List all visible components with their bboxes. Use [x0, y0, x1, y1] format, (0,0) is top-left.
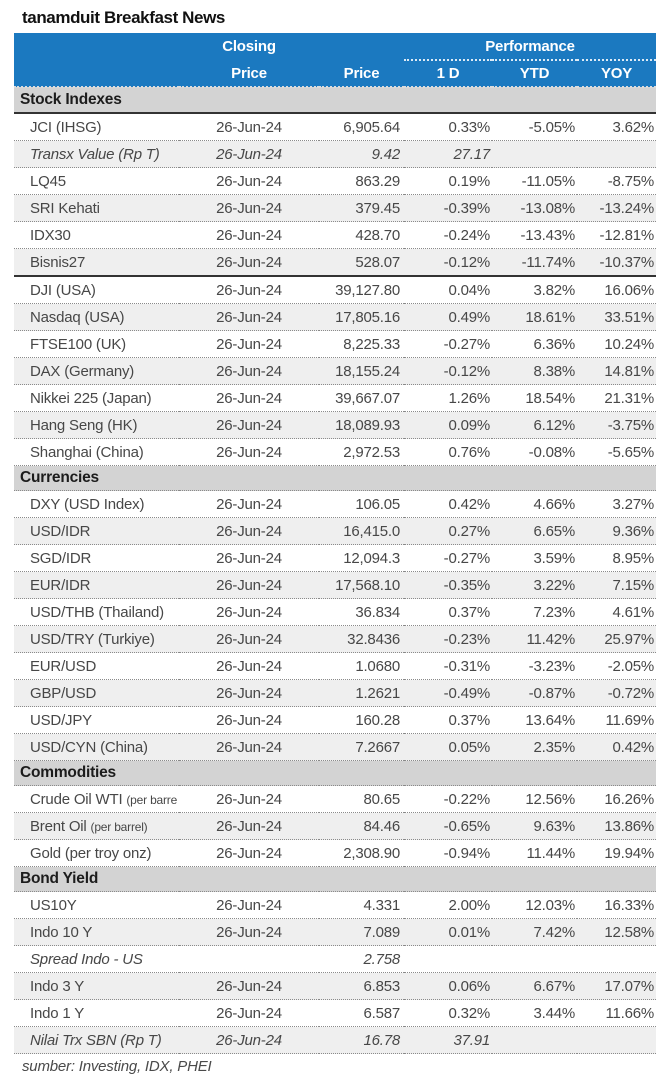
table-row [14, 680, 656, 707]
instrument-name: USD/IDR [14, 518, 179, 545]
instrument-name: Nasdaq (USA) [14, 304, 179, 331]
perf-yoy: 3.62% [577, 113, 656, 141]
perf-1d: -0.27% [404, 545, 492, 572]
perf-1d: 0.09% [404, 412, 492, 439]
perf-ytd: 7.23% [492, 599, 577, 626]
page-title: tanamduit Breakfast News [22, 8, 225, 27]
price-value: 106.05 [319, 491, 404, 518]
price-value: 16,415.0 [319, 518, 404, 545]
table-row [14, 946, 656, 973]
closing-date: 26-Jun-24 [179, 892, 319, 919]
price-column-label: Price [319, 60, 404, 87]
price-value: 17,805.16 [319, 304, 404, 331]
closing-date: 26-Jun-24 [179, 545, 319, 572]
table-row [14, 195, 656, 222]
price-value: 80.65 [319, 786, 404, 813]
instrument-name: IDX30 [14, 222, 179, 249]
price-value: 18,089.93 [319, 412, 404, 439]
perf-1d: 0.06% [404, 973, 492, 1000]
header-spacer [14, 60, 179, 87]
perf-yoy: 33.51% [577, 304, 656, 331]
perf-yoy: -13.24% [577, 195, 656, 222]
price-value: 32.8436 [319, 626, 404, 653]
price-value: 379.45 [319, 195, 404, 222]
perf-yoy: 11.69% [577, 707, 656, 734]
ytd-column-label: YTD [492, 60, 577, 87]
closing-date: 26-Jun-24 [179, 734, 319, 761]
price-value: 7.2667 [319, 734, 404, 761]
closing-date: 26-Jun-24 [179, 222, 319, 249]
perf-1d: -0.31% [404, 653, 492, 680]
table-row [14, 439, 656, 466]
price-value: 2,308.90 [319, 840, 404, 867]
perf-yoy: 3.27% [577, 491, 656, 518]
closing-date: 26-Jun-24 [179, 707, 319, 734]
price-value: 7.089 [319, 919, 404, 946]
table-row [14, 385, 656, 412]
perf-ytd: -13.08% [492, 195, 577, 222]
perf-yoy: 16.33% [577, 892, 656, 919]
price-value: 6.853 [319, 973, 404, 1000]
perf-ytd: 6.65% [492, 518, 577, 545]
table-row [14, 168, 656, 195]
perf-1d: 0.33% [404, 113, 492, 141]
instrument-name: DXY (USD Index) [14, 491, 179, 518]
instrument-name: Transx Value (Rp T) [14, 141, 179, 168]
perf-1d: -0.65% [404, 813, 492, 840]
perf-yoy: 21.31% [577, 385, 656, 412]
table-row [14, 973, 656, 1000]
price-value: 1.0680 [319, 653, 404, 680]
price-value: 4.331 [319, 892, 404, 919]
perf-yoy: 16.06% [577, 276, 656, 304]
closing-date: 26-Jun-24 [179, 680, 319, 707]
perf-1d: 0.37% [404, 599, 492, 626]
perf-yoy: 0.42% [577, 734, 656, 761]
perf-ytd: 9.63% [492, 813, 577, 840]
price-value: 17,568.10 [319, 572, 404, 599]
perf-yoy: 9.36% [577, 518, 656, 545]
perf-ytd: 3.44% [492, 1000, 577, 1027]
instrument-name: Bisnis27 [14, 249, 179, 277]
closing-date: 26-Jun-24 [179, 195, 319, 222]
table-row [14, 653, 656, 680]
closing-date: 26-Jun-24 [179, 919, 319, 946]
instrument-name: DAX (Germany) [14, 358, 179, 385]
table-row [14, 276, 656, 304]
section-label: Bond Yield [14, 867, 656, 892]
unit-note: (per barre [126, 793, 178, 807]
perf-ytd: 2.35% [492, 734, 577, 761]
instrument-name: Nilai Trx SBN (Rp T) [14, 1027, 179, 1054]
closing-date: 26-Jun-24 [179, 385, 319, 412]
price-value: 84.46 [319, 813, 404, 840]
perf-yoy: 17.07% [577, 973, 656, 1000]
table-row [14, 331, 656, 358]
instrument-name: Indo 3 Y [14, 973, 179, 1000]
instrument-name: EUR/USD [14, 653, 179, 680]
perf-yoy: 16.26% [577, 786, 656, 813]
price-value: 16.78 [319, 1027, 404, 1054]
table-row [14, 1000, 656, 1027]
perf-1d: 0.01% [404, 919, 492, 946]
price-value: 8,225.33 [319, 331, 404, 358]
header-row-top [14, 33, 656, 60]
closing-date: 26-Jun-24 [179, 249, 319, 277]
price-value: 1.2621 [319, 680, 404, 707]
table-row [14, 113, 656, 141]
perf-1d: 0.76% [404, 439, 492, 466]
instrument-name: LQ45 [14, 168, 179, 195]
closing-date: 26-Jun-24 [179, 1027, 319, 1054]
perf-1d: 0.42% [404, 491, 492, 518]
table-row [14, 358, 656, 385]
instrument-name: SGD/IDR [14, 545, 179, 572]
closing-price-label: Price [179, 60, 319, 87]
perf-1d: -0.94% [404, 840, 492, 867]
instrument-name: GBP/USD [14, 680, 179, 707]
closing-date: 26-Jun-24 [179, 786, 319, 813]
perf-yoy: -10.37% [577, 249, 656, 277]
perf-1d: 0.32% [404, 1000, 492, 1027]
closing-date: 26-Jun-24 [179, 439, 319, 466]
perf-1d: -0.24% [404, 222, 492, 249]
perf-yoy: -2.05% [577, 653, 656, 680]
price-value: 9.42 [319, 141, 404, 168]
perf-ytd: 6.12% [492, 412, 577, 439]
perf-yoy [577, 1027, 656, 1054]
section-label: Commodities [14, 761, 656, 786]
perf-yoy: 11.66% [577, 1000, 656, 1027]
perf-yoy: 4.61% [577, 599, 656, 626]
table-row [14, 141, 656, 168]
perf-ytd [492, 946, 577, 973]
perf-ytd: 13.64% [492, 707, 577, 734]
table-row [14, 919, 656, 946]
closing-date: 26-Jun-24 [179, 1000, 319, 1027]
table-body [14, 87, 656, 1054]
closing-date: 26-Jun-24 [179, 813, 319, 840]
table-row [14, 545, 656, 572]
perf-1d [404, 946, 492, 973]
perf-yoy: 12.58% [577, 919, 656, 946]
price-value: 863.29 [319, 168, 404, 195]
perf-ytd: 3.59% [492, 545, 577, 572]
perf-1d: -0.12% [404, 358, 492, 385]
table-row [14, 626, 656, 653]
perf-ytd: 11.42% [492, 626, 577, 653]
instrument-name: USD/CYN (China) [14, 734, 179, 761]
perf-1d: -0.39% [404, 195, 492, 222]
perf-ytd: 3.22% [492, 572, 577, 599]
instrument-name: Hang Seng (HK) [14, 412, 179, 439]
perf-ytd: -11.74% [492, 249, 577, 277]
table-row [14, 249, 656, 277]
perf-1d: 0.05% [404, 734, 492, 761]
table-row [14, 840, 656, 867]
perf-ytd: 8.38% [492, 358, 577, 385]
instrument-name: Shanghai (China) [14, 439, 179, 466]
instrument-name: SRI Kehati [14, 195, 179, 222]
closing-date: 26-Jun-24 [179, 491, 319, 518]
perf-ytd: -3.23% [492, 653, 577, 680]
closing-date: 26-Jun-24 [179, 304, 319, 331]
perf-ytd: 18.61% [492, 304, 577, 331]
perf-ytd [492, 1027, 577, 1054]
instrument-name: Brent Oil (per barrel) [14, 813, 179, 840]
closing-date: 26-Jun-24 [179, 412, 319, 439]
perf-ytd: -11.05% [492, 168, 577, 195]
closing-date: 26-Jun-24 [179, 113, 319, 141]
section-label: Stock Indexes [14, 87, 656, 113]
section-header-row [14, 761, 656, 786]
instrument-name: Gold (per troy onz) [14, 840, 179, 867]
perf-1d: -0.49% [404, 680, 492, 707]
table-row [14, 304, 656, 331]
perf-1d: 1.26% [404, 385, 492, 412]
perf-yoy: 7.15% [577, 572, 656, 599]
closing-date: 26-Jun-24 [179, 973, 319, 1000]
table-row [14, 222, 656, 249]
header-row-sub [14, 60, 656, 87]
perf-ytd: 7.42% [492, 919, 577, 946]
closing-date: 26-Jun-24 [179, 653, 319, 680]
instrument-name: Indo 10 Y [14, 919, 179, 946]
perf-ytd: 3.82% [492, 276, 577, 304]
perf-ytd: -13.43% [492, 222, 577, 249]
perf-yoy: 10.24% [577, 331, 656, 358]
table-row [14, 518, 656, 545]
perf-yoy: -0.72% [577, 680, 656, 707]
perf-yoy: 19.94% [577, 840, 656, 867]
instrument-name: US10Y [14, 892, 179, 919]
closing-date: 26-Jun-24 [179, 599, 319, 626]
price-value: 6.587 [319, 1000, 404, 1027]
perf-ytd: -0.87% [492, 680, 577, 707]
section-label: Currencies [14, 466, 656, 491]
perf-1d: 2.00% [404, 892, 492, 919]
price-value: 160.28 [319, 707, 404, 734]
perf-yoy: -5.65% [577, 439, 656, 466]
price-value: 2,972.53 [319, 439, 404, 466]
instrument-name: USD/THB (Thailand) [14, 599, 179, 626]
perf-ytd: -5.05% [492, 113, 577, 141]
instrument-name: JCI (IHSG) [14, 113, 179, 141]
table-row [14, 892, 656, 919]
perf-yoy: 25.97% [577, 626, 656, 653]
table-row [14, 813, 656, 840]
closing-date: 26-Jun-24 [179, 572, 319, 599]
closing-label: Closing [179, 33, 319, 60]
price-value: 428.70 [319, 222, 404, 249]
perf-1d: -0.22% [404, 786, 492, 813]
price-value: 36.834 [319, 599, 404, 626]
perf-yoy [577, 141, 656, 168]
perf-yoy: 8.95% [577, 545, 656, 572]
performance-label: Performance [404, 33, 656, 60]
price-value: 6,905.64 [319, 113, 404, 141]
header-spacer [14, 33, 179, 60]
perf-1d: 0.37% [404, 707, 492, 734]
source-note: sumber: Investing, IDX, PHEI [22, 1058, 212, 1075]
closing-date: 26-Jun-24 [179, 141, 319, 168]
instrument-name: EUR/IDR [14, 572, 179, 599]
perf-yoy: -3.75% [577, 412, 656, 439]
header-spacer [319, 33, 404, 60]
price-value: 2.758 [319, 946, 404, 973]
one-day-column-label: 1 D [404, 60, 492, 87]
closing-date: 26-Jun-24 [179, 518, 319, 545]
market-table [14, 33, 656, 1054]
perf-1d: 27.17 [404, 141, 492, 168]
perf-ytd: 12.03% [492, 892, 577, 919]
table-row [14, 412, 656, 439]
perf-ytd: 6.36% [492, 331, 577, 358]
closing-date: 26-Jun-24 [179, 331, 319, 358]
perf-1d: -0.35% [404, 572, 492, 599]
perf-yoy: -12.81% [577, 222, 656, 249]
perf-yoy [577, 946, 656, 973]
perf-yoy: 14.81% [577, 358, 656, 385]
price-value: 12,094.3 [319, 545, 404, 572]
table-row [14, 599, 656, 626]
perf-1d: -0.23% [404, 626, 492, 653]
unit-note: (per barrel) [90, 820, 148, 834]
yoy-column-label: YOY [577, 60, 656, 87]
table-row [14, 734, 656, 761]
perf-1d: 37.91 [404, 1027, 492, 1054]
section-header-row [14, 466, 656, 491]
table-row [14, 491, 656, 518]
section-header-row [14, 867, 656, 892]
perf-1d: 0.04% [404, 276, 492, 304]
perf-ytd: 11.44% [492, 840, 577, 867]
instrument-name: USD/TRY (Turkiye) [14, 626, 179, 653]
price-value: 528.07 [319, 249, 404, 277]
section-header-row [14, 87, 656, 113]
perf-ytd: 12.56% [492, 786, 577, 813]
closing-date [179, 946, 319, 973]
perf-1d: 0.27% [404, 518, 492, 545]
instrument-name: Nikkei 225 (Japan) [14, 385, 179, 412]
instrument-name: DJI (USA) [14, 276, 179, 304]
table-row [14, 572, 656, 599]
instrument-name: Indo 1 Y [14, 1000, 179, 1027]
closing-date: 26-Jun-24 [179, 840, 319, 867]
table-row [14, 707, 656, 734]
perf-ytd: -0.08% [492, 439, 577, 466]
closing-date: 26-Jun-24 [179, 358, 319, 385]
perf-ytd: 6.67% [492, 973, 577, 1000]
perf-yoy: -8.75% [577, 168, 656, 195]
perf-1d: 0.49% [404, 304, 492, 331]
table-header [14, 33, 656, 87]
closing-date: 26-Jun-24 [179, 626, 319, 653]
price-value: 18,155.24 [319, 358, 404, 385]
perf-1d: 0.19% [404, 168, 492, 195]
perf-ytd [492, 141, 577, 168]
perf-ytd: 18.54% [492, 385, 577, 412]
price-value: 39,127.80 [319, 276, 404, 304]
table-row [14, 786, 656, 813]
perf-ytd: 4.66% [492, 491, 577, 518]
perf-1d: -0.12% [404, 249, 492, 277]
price-value: 39,667.07 [319, 385, 404, 412]
perf-1d: -0.27% [404, 331, 492, 358]
closing-date: 26-Jun-24 [179, 276, 319, 304]
perf-yoy: 13.86% [577, 813, 656, 840]
instrument-name: Spread Indo - US [14, 946, 179, 973]
table-row [14, 1027, 656, 1054]
closing-date: 26-Jun-24 [179, 168, 319, 195]
instrument-name: USD/JPY [14, 707, 179, 734]
instrument-name: Crude Oil WTI (per barre [14, 786, 179, 813]
instrument-name: FTSE100 (UK) [14, 331, 179, 358]
